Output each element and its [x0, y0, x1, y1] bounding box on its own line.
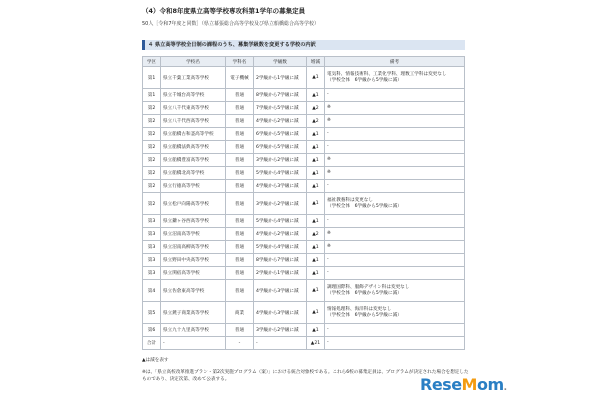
header-remarks: 備考 — [325, 57, 465, 67]
school-cell: 県立船橋豊富高等学校 — [161, 154, 226, 167]
district-cell: 第2 — [143, 167, 161, 180]
classes-cell: 8学級から7学級に減 — [254, 89, 307, 102]
classes-cell: 3学級から2学級に減 — [254, 193, 307, 215]
table-row — [143, 302, 465, 324]
district-cell: 合計 — [143, 337, 161, 350]
classes-cell: 3学級から2学級に減 — [254, 324, 307, 337]
classes-cell: 4学級から2学級に減 — [254, 228, 307, 241]
school-cell: 県立佐倉東高等学校 — [161, 280, 226, 302]
school-cell: 県立鎌ヶ谷西高等学校 — [161, 215, 226, 228]
department-cell: 普通 — [226, 267, 254, 280]
remarks-cell: - — [325, 141, 465, 154]
district-cell: 第2 — [143, 154, 161, 167]
table-header-row — [143, 57, 465, 67]
department-cell: - — [226, 337, 254, 350]
change-cell: ▲21 — [307, 337, 325, 350]
department-cell: 普通 — [226, 215, 254, 228]
section-title: ４ 県立高等学校全日制の課程のうち、募集学級数を変更する学校の内訳 — [142, 40, 465, 50]
change-cell: ▲1 — [307, 154, 325, 167]
change-cell: ▲1 — [307, 167, 325, 180]
table-row — [143, 102, 465, 115]
header-change: 増減 — [307, 57, 325, 67]
school-cell: 県立松戸向陽高等学校 — [161, 193, 226, 215]
classes-cell: - — [254, 337, 307, 350]
logo-part-3: om — [476, 375, 504, 394]
remarks-cell: 情報処理科、海洋科は変更なし （学校全体 6学級から5学級に減） — [325, 302, 465, 324]
department-cell: 普通 — [226, 89, 254, 102]
change-cell: ▲2 — [307, 228, 325, 241]
remarks-cell: 福祉教養科は変更なし （学校全体 6学級から5学級に減） — [325, 193, 465, 215]
remarks-cell: ※ — [325, 241, 465, 254]
remarks-cell: ※ — [325, 167, 465, 180]
department-cell: 普通 — [226, 115, 254, 128]
remarks-cell: ※ — [325, 115, 465, 128]
change-cell: ▲1 — [307, 180, 325, 193]
department-cell: 普通 — [226, 102, 254, 115]
logo-part-1: Rese — [420, 375, 462, 394]
school-cell: 県立千城台高等学校 — [161, 89, 226, 102]
school-cell: 県立八千代東高等学校 — [161, 102, 226, 115]
department-cell: 普通 — [226, 193, 254, 215]
department-cell: 普通 — [226, 154, 254, 167]
district-cell: 第1 — [143, 67, 161, 89]
remarks-cell: - — [325, 254, 465, 267]
table-row — [143, 154, 465, 167]
logo-dot: . — [503, 383, 507, 393]
remarks-cell: - — [325, 215, 465, 228]
remarks-cell: ※ — [325, 228, 465, 241]
department-cell: 普通 — [226, 128, 254, 141]
change-cell: ▲1 — [307, 67, 325, 89]
school-cell: 県立行徳高等学校 — [161, 180, 226, 193]
change-cell: ▲1 — [307, 193, 325, 215]
district-cell: 第5 — [143, 302, 161, 324]
department-cell: 普通 — [226, 280, 254, 302]
footnote: ※は、「県立高校改革推進プラン・第2次実施プログラム（案）」における統合対象校である。これら6校の募集定員は、プログラムが決定された場合を想定したものであり、決定次第、改めて公表する。 — [142, 370, 469, 382]
table-row — [143, 228, 465, 241]
classes-cell: 4学級から3学級に減 — [254, 302, 307, 324]
school-cell: 県立関宿高等学校 — [161, 267, 226, 280]
classes-cell: 6学級から5学級に減 — [254, 128, 307, 141]
district-cell: 第3 — [143, 228, 161, 241]
remarks-cell: - — [325, 180, 465, 193]
specialized-course-quota: 50人［令和7年度と同数］（県立幕張総合高等学校及び県立船橋総合高等学校） — [142, 21, 320, 27]
district-cell: 第4 — [143, 280, 161, 302]
table-row — [143, 193, 465, 215]
legend-note: ▲は減を表す — [142, 358, 169, 363]
school-cell: 県立沼南高柳高等学校 — [161, 241, 226, 254]
school-cell: 県立沼南高等学校 — [161, 228, 226, 241]
district-cell: 第2 — [143, 115, 161, 128]
table-row — [143, 115, 465, 128]
remarks-cell: - — [325, 267, 465, 280]
department-cell: 普通 — [226, 167, 254, 180]
remarks-cell: ※ — [325, 154, 465, 167]
school-cell: 県立千葉工業高等学校 — [161, 67, 226, 89]
district-cell: 第2 — [143, 141, 161, 154]
school-cell: 県立八千代西高等学校 — [161, 115, 226, 128]
department-cell: 普通 — [226, 228, 254, 241]
remarks-cell: - — [325, 89, 465, 102]
district-cell: 第3 — [143, 241, 161, 254]
department-cell: 普通 — [226, 241, 254, 254]
table-row — [143, 215, 465, 228]
district-cell: 第2 — [143, 193, 161, 215]
district-cell: 第3 — [143, 267, 161, 280]
remarks-cell: ※ — [325, 102, 465, 115]
page-heading: （4）令和8年度県立高等学校専攻科第1学年の募集定員 — [142, 7, 306, 15]
table-row — [143, 324, 465, 337]
classes-cell: 4学級から3学級に減 — [254, 180, 307, 193]
change-cell: ▲2 — [307, 115, 325, 128]
department-cell: 電子機械 — [226, 67, 254, 89]
school-cell: 県立銚子商業高等学校 — [161, 302, 226, 324]
header-district: 学区 — [143, 57, 161, 67]
table-row — [143, 267, 465, 280]
change-cell: ▲1 — [307, 215, 325, 228]
department-cell: 普通 — [226, 180, 254, 193]
remarks-cell: 電気科、情報技術科、工業化学科、理数工学科は変更なし （学校全体 6学級から5学級に減） — [325, 67, 465, 89]
district-cell: 第2 — [143, 102, 161, 115]
classes-cell: 5学級から4学級に減 — [254, 215, 307, 228]
district-cell: 第3 — [143, 254, 161, 267]
school-cell: 県立九十九里高等学校 — [161, 324, 226, 337]
header-department: 学科名 — [226, 57, 254, 67]
classes-cell: 2学級から1学級に減 — [254, 67, 307, 89]
classes-cell: 5学級から4学級に減 — [254, 241, 307, 254]
school-cell: - — [161, 337, 226, 350]
change-cell: ▲1 — [307, 241, 325, 254]
table-row — [143, 67, 465, 89]
school-cell: 県立船橋古和釜高等学校 — [161, 128, 226, 141]
table-row — [143, 254, 465, 267]
logo-part-2: M — [461, 375, 477, 394]
change-cell: ▲1 — [307, 302, 325, 324]
header-school: 学校名 — [161, 57, 226, 67]
district-cell: 第2 — [143, 128, 161, 141]
classes-cell: 8学級から7学級に減 — [254, 254, 307, 267]
classes-cell: 4学級から3学級に減 — [254, 280, 307, 302]
table-row — [143, 141, 465, 154]
table-row — [143, 89, 465, 102]
remarks-cell: 調理国際科、服飾デザイン科は変更なし （学校全体 6学級から5学級に減） — [325, 280, 465, 302]
district-cell: 第2 — [143, 180, 161, 193]
resemom-logo — [420, 375, 507, 394]
table-row — [143, 180, 465, 193]
change-cell: ▲1 — [307, 324, 325, 337]
table-row — [143, 241, 465, 254]
remarks-cell: - — [325, 128, 465, 141]
classes-cell: 7学級から5学級に減 — [254, 102, 307, 115]
classes-cell: 4学級から2学級に減 — [254, 115, 307, 128]
department-cell: 普通 — [226, 254, 254, 267]
school-cell: 県立船橋法典高等学校 — [161, 141, 226, 154]
school-cell: 県立船橋北高等学校 — [161, 167, 226, 180]
department-cell: 普通 — [226, 141, 254, 154]
classes-cell: 2学級から1学級に減 — [254, 267, 307, 280]
change-cell: ▲1 — [307, 254, 325, 267]
district-cell: 第3 — [143, 215, 161, 228]
classes-cell: 3学級から2学級に減 — [254, 154, 307, 167]
district-cell: 第6 — [143, 324, 161, 337]
change-cell: ▲1 — [307, 280, 325, 302]
header-classes: 学級数 — [254, 57, 307, 67]
department-cell: 普通 — [226, 324, 254, 337]
change-cell: ▲1 — [307, 141, 325, 154]
change-cell: ▲1 — [307, 89, 325, 102]
district-cell: 第1 — [143, 89, 161, 102]
classes-cell: 5学級から4学級に減 — [254, 167, 307, 180]
school-cell: 県立野田中央高等学校 — [161, 254, 226, 267]
department-cell: 商業 — [226, 302, 254, 324]
table-row — [143, 337, 465, 350]
change-cell: ▲2 — [307, 102, 325, 115]
table-row — [143, 280, 465, 302]
table-row — [143, 167, 465, 180]
change-cell: ▲1 — [307, 267, 325, 280]
class-change-table — [142, 56, 465, 350]
remarks-cell: - — [325, 337, 465, 350]
table-row — [143, 128, 465, 141]
classes-cell: 6学級から5学級に減 — [254, 141, 307, 154]
remarks-cell: - — [325, 324, 465, 337]
change-cell: ▲1 — [307, 128, 325, 141]
